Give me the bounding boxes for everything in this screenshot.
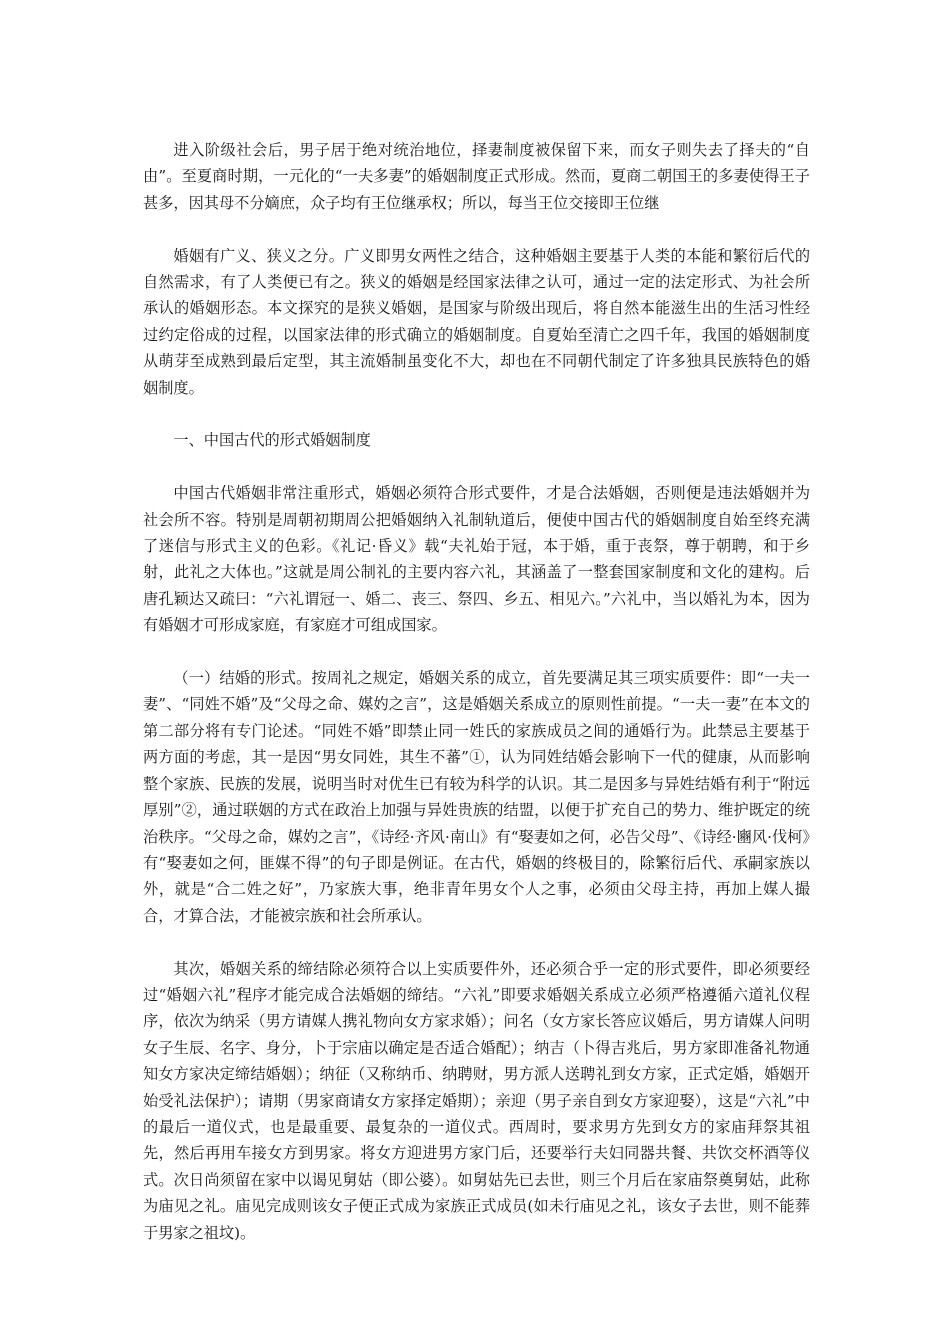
- paragraph-definition: 婚姻有广义、狭义之分。广义即男女两性之结合，这种婚姻主要基于人类的本能和繁衍后代的自然需求，有了人类便已有之。狭义的婚姻是经国家法律之认可，通过一定的法定形式、为社会所承认的婚姻形态。本文探究的是狭义婚姻，是国家与阶级出现后，将自然本能滋生出的生活习性经过约定俗成的过程，以国家法律的形式确立的婚姻制度。自夏始至清亡之四千年，我国的婚姻制度从萌芽至成熟到最后定型，其主流婚制虽变化不大，却也在不同朝代制定了许多独具民族特色的婚姻制度。: [143, 246, 810, 397]
- paragraph-six-rites: 其次，婚姻关系的缔结除必须符合以上实质要件外，还必须合乎一定的形式要件，即必须要经过“婚姻六礼”程序才能完成合法婚姻的缔结。“六礼”即要求婚姻关系成立必须严格遵循六道礼仪程序，依次为纳采（男方请媒人携礼物向女方家求婚）；问名（女方家长答应议婚后，男方请媒人问明女子生辰、名字、身分，卜于宗庙以确定是否适合婚配）；纳吉（卜得吉兆后，男方家即准备礼物通知女方家决定缔结婚姻）；纳征（又称纳币、纳聘财，男方派人送聘礼到女方家，正式定婚，婚姻开始受礼法保护）；请期（男家商请女方家择定婚期）；亲迎（男子亲自到女方家迎娶），这是“六礼”中的最后一道仪式，也是最重要、最复杂的一道仪式。西周时，要求男方先到女方的家庙拜祭其祖先，然后再用车接女方到男家。将女方迎进男方家门后，还要举行夫妇同器共餐、共饮交杯酒等仪式。次日尚须留在家中以谒见舅姑（即公婆）。如舅姑先已去世，则三个月后在家庙祭奠舅姑，此称为庙见之礼。庙见完成则该女子便正式成为家族正式成员(如未行庙见之礼，该女子去世，则不能葬于男家之祖坟)。: [143, 959, 810, 1242]
- paragraph-marriage-form: （一）结婚的形式。按周礼之规定，婚姻关系的成立，首先要满足其三项实质要件：即“一夫一妻”、“同姓不婚”及“父母之命、媒妁之言”，这是婚姻关系成立的原则性前提。“一夫一妻”在本文的第二部分将有专门论述。“同姓不婚”即禁止同一姓氏的家族成员之间的通婚行为。此禁忌主要基于两方面的考虑，其一是因“男女同姓，其生不蕃”①，认为同姓结婚会影响下一代的健康，从而影响整个家族、民族的发展，说明当时对优生已有较为科学的认识。其二是因多与异姓结婚有利于“附远厚别”②，通过联姻的方式在政治上加强与异姓贵族的结盟，以便于扩充自己的势力、维护既定的统治秩序。“父母之命，媒妁之言”，《诗经·齐风·南山》有“娶妻如之何，必告父母”、《诗经·豳风·伐柯》有“娶妻如之何，匪媒不得”的句子即是例证。在古代，婚姻的终极目的，除繁衍后代、承嗣家族以外，就是“合二姓之好”，乃家族大事，绝非青年男女个人之事，必须由父母主持，再加上媒人撮合，才算合法，才能被宗族和社会所承认。: [143, 669, 810, 925]
- section-heading: 一、中国古代的形式婚姻制度: [173, 431, 371, 450]
- paragraph-formalism: 中国古代婚姻非常注重形式，婚姻必须符合形式要件，才是合法婚姻，否则便是违法婚姻并为社会所不容。特别是周朝初期周公把婚姻纳入礼制轨道后，便使中国古代的婚姻制度自始至终充满了迷信与形式主义的色彩。《礼记·昏义》载“夫礼始于冠，本于婚，重于丧祭，尊于朝聘，和于乡射，此礼之大体也。”这就是周公制礼的主要内容六礼，其涵盖了一整套国家制度和文化的建构。后唐孔颖达又疏曰：“六礼谓冠一、婚二、丧三、祭四、乡五、相见六。”六礼中，当以婚礼为本，因为有婚姻才可形成家庭，有家庭才可组成国家。: [143, 484, 810, 635]
- document-body: [143, 137, 810, 1272]
- paragraph-intro: 进入阶级社会后，男子居于绝对统治地位，择妻制度被保留下来，而女子则失去了择夫的“自由”。至夏商时期，一元化的“一夫多妻”的婚姻制度正式形成。然而，夏商二朝国王的多妻使得王子甚多，因其母不分嫡庶，众子均有王位继承权；所以，每当王位交接即王位继: [143, 141, 810, 212]
